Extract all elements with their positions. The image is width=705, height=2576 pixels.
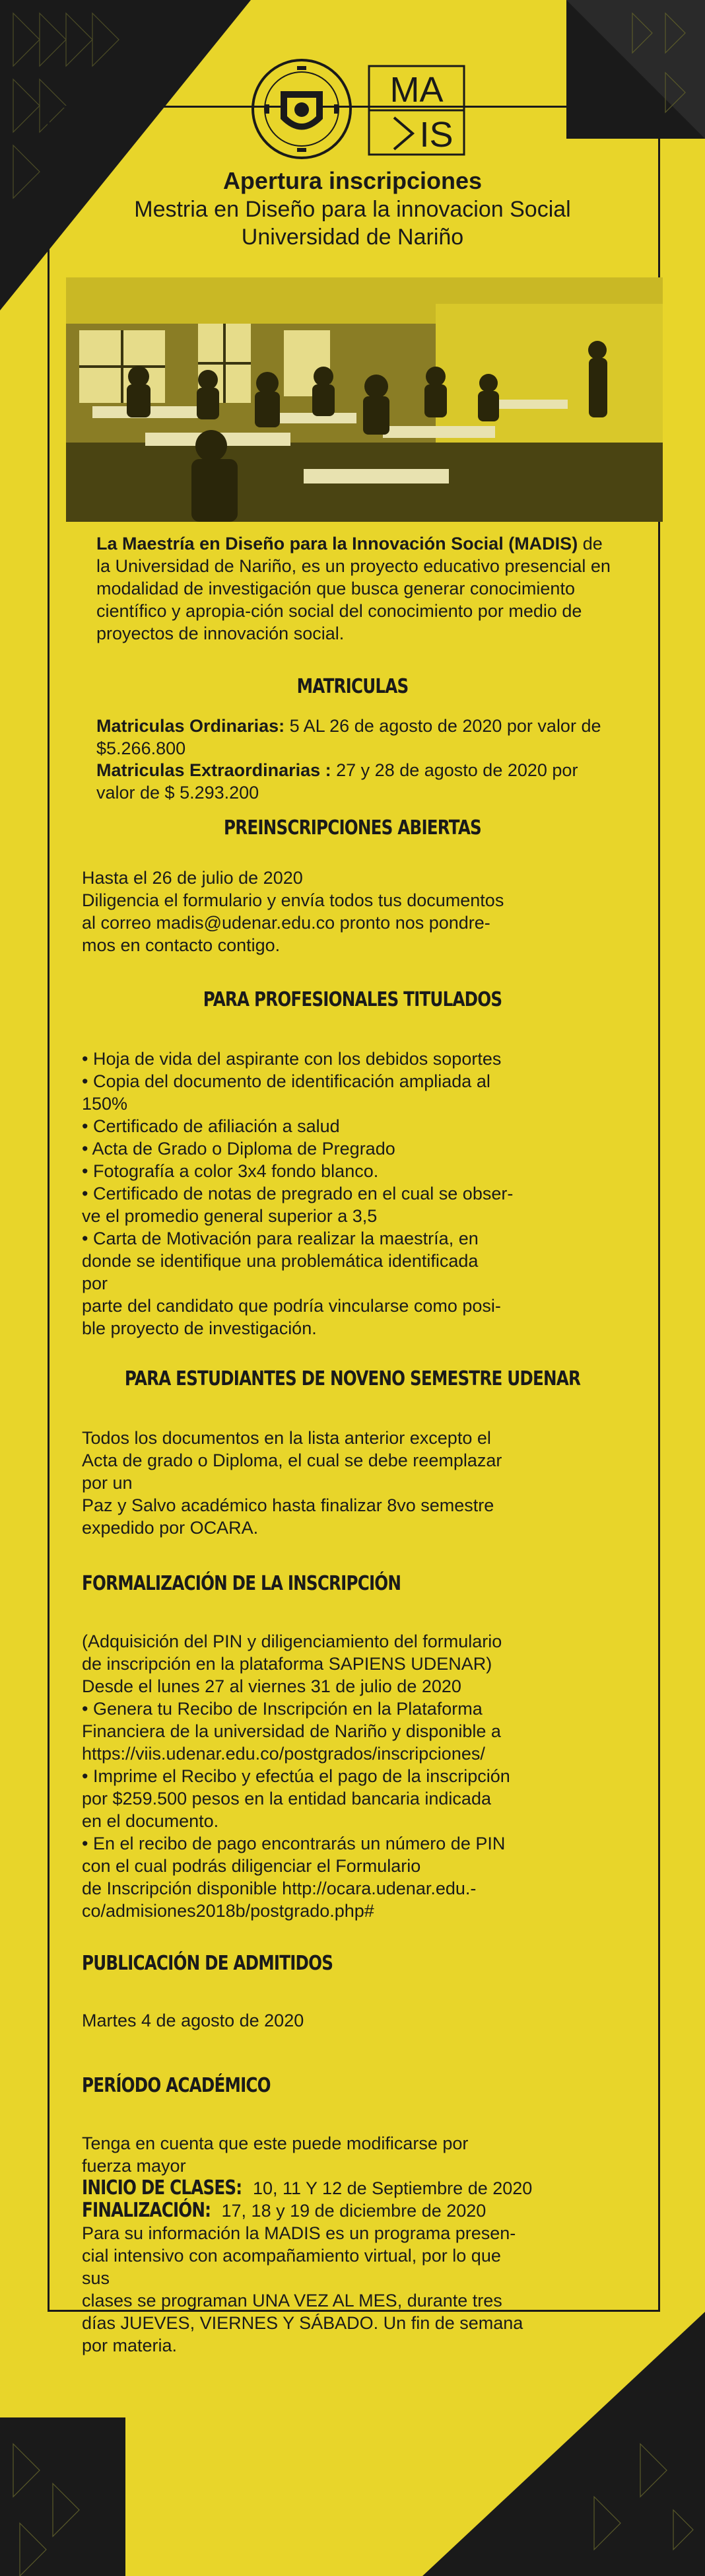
periodo-info-line: por materia. bbox=[82, 2336, 178, 2355]
preinscripciones-line: al correo madis@udenar.edu.co pronto nos pondre- bbox=[82, 913, 490, 933]
preinscripciones-line: mos en contacto contigo. bbox=[82, 935, 281, 955]
classroom-photo bbox=[66, 277, 663, 522]
madis-logo-top: MA bbox=[389, 70, 444, 110]
title-block bbox=[0, 166, 705, 251]
formalizacion-line: en el documento. bbox=[82, 1811, 219, 1831]
ordinarias-text: 5 AL 26 de agosto de 2020 por valor de $5.266.800 bbox=[96, 716, 601, 758]
periodo-note-line: fuerza mayor bbox=[82, 2156, 186, 2176]
profesionales-line: • Carta de Motivación para realizar la maestría, en bbox=[82, 1229, 479, 1248]
estudiantes-line: expedido por OCARA. bbox=[82, 1518, 259, 1538]
estudiantes-line: Paz y Salvo académico hasta finalizar 8vo semestre bbox=[82, 1495, 494, 1515]
profesionales-line: ble proyecto de investigación. bbox=[82, 1318, 317, 1338]
formalizacion-line: • En el recibo de pago encontrarás un número de PIN bbox=[82, 1834, 506, 1853]
profesionales-line: • Certificado de afiliación a salud bbox=[82, 1116, 340, 1136]
university-name: Universidad de Nariño bbox=[241, 225, 464, 250]
preinscripciones-text bbox=[82, 867, 623, 956]
publicacion-text: Martes 4 de agosto de 2020 bbox=[82, 2011, 304, 2030]
formalizacion-line: co/admisiones2018b/postgrado.php# bbox=[82, 1901, 374, 1921]
extraordinarias-text: 27 y 28 de agosto de 2020 por valor de $ 5.293.200 bbox=[96, 760, 578, 803]
page-title: Apertura inscripciones bbox=[222, 167, 483, 194]
profesionales-line: • Fotografía a color 3x4 fondo blanco. bbox=[82, 1161, 379, 1181]
preinscripciones-line: Hasta el 26 de julio de 2020 bbox=[82, 868, 303, 888]
periodo-heading: PERÍODO ACADÉMICO bbox=[82, 2074, 271, 2097]
formalizacion-line: de inscripción en la plataforma SAPIENS UDENAR) bbox=[82, 1654, 492, 1674]
matriculas-heading: MATRICULAS bbox=[296, 675, 409, 698]
inicio-clases bbox=[82, 2177, 643, 2200]
intro-paragraph bbox=[96, 532, 618, 645]
intro-bold: La Maestría en Diseño para la Innovación Social (MADIS) bbox=[96, 534, 578, 554]
periodo-text bbox=[82, 2132, 643, 2357]
estudiantes-line: Acta de grado o Diploma, el cual se debe reemplazar bbox=[82, 1450, 502, 1470]
inicio-label: INICIO DE CLASES: bbox=[82, 2176, 242, 2200]
madis-logo-icon bbox=[368, 65, 465, 156]
formalizacion-line: • Genera tu Recibo de Inscripción en la Plataforma bbox=[82, 1699, 483, 1719]
formalizacion-line: por $259.500 pesos en la entidad bancaria indicada bbox=[82, 1789, 491, 1808]
estudiantes-line: por un bbox=[82, 1473, 133, 1493]
profesionales-line: • Acta de Grado o Diploma de Pregrado bbox=[82, 1139, 395, 1159]
formalizacion-heading: FORMALIZACIÓN DE LA INSCRIPCIÓN bbox=[82, 1572, 401, 1595]
university-seal-icon bbox=[251, 58, 352, 160]
periodo-info-line: días JUEVES, VIERNES Y SÁBADO. Un fin de semana bbox=[82, 2313, 523, 2333]
profesionales-line: donde se identifique una problemática identificada bbox=[82, 1251, 479, 1271]
fin-label: FINALIZACIÓN: bbox=[82, 2199, 211, 2222]
fin-text: 17, 18 y 19 de diciembre de 2020 bbox=[217, 2201, 487, 2221]
periodo-info-line: Para su información la MADIS es un programa presen- bbox=[82, 2223, 516, 2243]
matriculas-ordinarias bbox=[96, 715, 611, 760]
profesionales-line: • Copia del documento de identificación ampliada al bbox=[82, 1071, 490, 1091]
periodo-note-line: Tenga en cuenta que este puede modificarse por bbox=[82, 2133, 469, 2153]
profesionales-line: parte del candidato que podría vincularse como posi- bbox=[82, 1296, 501, 1316]
formalizacion-line: de Inscripción disponible http://ocara.udenar.edu.- bbox=[82, 1878, 477, 1898]
preinscripciones-heading: PREINSCRIPCIONES ABIERTAS bbox=[224, 816, 481, 840]
inicio-text: 10, 11 Y 12 de Septiembre de 2020 bbox=[248, 2178, 533, 2198]
matriculas-extraordinarias bbox=[96, 759, 611, 804]
periodo-info-line: clases se programan UNA VEZ AL MES, durante tres bbox=[82, 2291, 502, 2310]
profesionales-list bbox=[82, 1048, 630, 1340]
ordinarias-label: Matriculas Ordinarias: bbox=[96, 716, 285, 736]
profesionales-line: • Hoja de vida del aspirante con los debidos soportes bbox=[82, 1049, 502, 1069]
estudiantes-heading: PARA ESTUDIANTES DE NOVENO SEMESTRE UDENAR bbox=[124, 1367, 581, 1390]
publicacion-heading: PUBLICACIÓN DE ADMITIDOS bbox=[82, 1952, 333, 1975]
logo-row bbox=[0, 58, 705, 170]
formalizacion-line: https://viis.udenar.edu.co/postgrados/inscripciones/ bbox=[82, 1744, 485, 1764]
madis-logo-bottom: IS bbox=[419, 115, 453, 155]
estudiantes-line: Todos los documentos en la lista anterior excepto el bbox=[82, 1428, 491, 1448]
profesionales-line: por bbox=[82, 1273, 108, 1293]
profesionales-line: ve el promedio general superior a 3,5 bbox=[82, 1206, 378, 1226]
program-name: Mestria en Diseño para la innovacion Social bbox=[134, 197, 571, 222]
formalizacion-line: • Imprime el Recibo y efectúa el pago de la inscripción bbox=[82, 1766, 510, 1786]
estudiantes-text bbox=[82, 1427, 630, 1539]
profesionales-line: • Certificado de notas de pregrado en el cual se obser- bbox=[82, 1184, 514, 1203]
formalizacion-line: con el cual podrás diligenciar el Formulario bbox=[82, 1856, 421, 1876]
formalizacion-line: (Adquisición del PIN y diligenciamiento del formulario bbox=[82, 1631, 502, 1651]
periodo-info-line: sus bbox=[82, 2268, 110, 2288]
preinscripciones-line: Diligencia el formulario y envía todos tus documentos bbox=[82, 890, 504, 910]
formalizacion-text bbox=[82, 1630, 643, 1922]
formalizacion-line: Financiera de la universidad de Nariño y disponible a bbox=[82, 1721, 501, 1741]
finalizacion bbox=[82, 2200, 643, 2222]
profesionales-heading: PARA PROFESIONALES TITULADOS bbox=[203, 988, 502, 1011]
intro-text: de la Universidad de Nariño, es un proyecto educativo presencial en modalidad de investigación que busca generar conocimiento científico y apropia-ción social del conocimiento por medio de proyectos de innovación social. bbox=[96, 534, 611, 643]
periodo-info-line: cial intensivo con acompañamiento virtual, por lo que bbox=[82, 2246, 501, 2266]
profesionales-line: 150% bbox=[82, 1094, 128, 1114]
corner-decoration-bottom-left bbox=[0, 2417, 125, 2576]
extraordinarias-label: Matriculas Extraordinarias : bbox=[96, 760, 331, 780]
formalizacion-line: Desde el lunes 27 al viernes 31 de julio de 2020 bbox=[82, 1676, 461, 1696]
